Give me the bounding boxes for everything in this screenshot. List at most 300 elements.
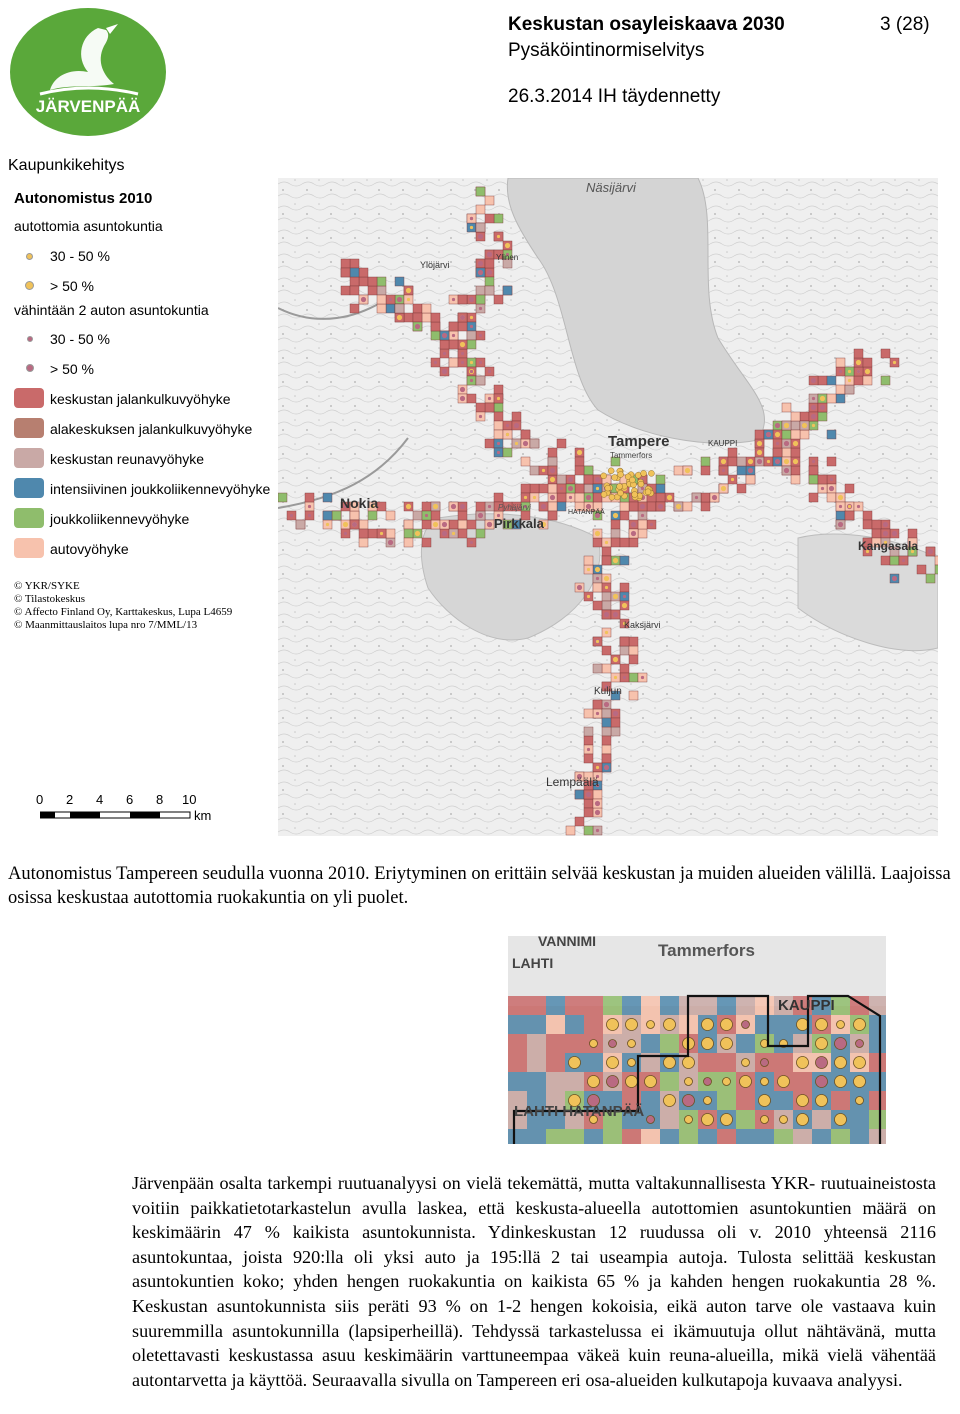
zone-cell <box>449 340 458 349</box>
zone-cell <box>467 331 476 340</box>
legend-carless-30-50: 30 - 50 % <box>50 248 110 264</box>
zone-cell <box>530 466 539 475</box>
zone-cell <box>827 493 836 502</box>
car-ownership-dot <box>645 489 651 495</box>
inset-zone-cell <box>527 996 546 1015</box>
inset-zone-cell <box>508 1034 527 1053</box>
zone-cell <box>584 727 593 736</box>
car-ownership-dot <box>848 379 851 382</box>
zone-cell <box>359 268 368 277</box>
inset-car-ownership-dot <box>702 1038 714 1050</box>
zone-cell <box>278 493 287 502</box>
inset-car-ownership-dot <box>628 1059 636 1067</box>
zone-cell <box>377 502 386 511</box>
zone-cell <box>485 403 494 412</box>
zone-cell <box>584 799 593 808</box>
zone-cell <box>593 493 602 502</box>
car-ownership-dot <box>613 612 618 617</box>
map-label-kuljun: Kuljun <box>594 686 622 697</box>
inset-car-ownership-dot <box>797 1057 809 1069</box>
inset-car-ownership-dot <box>628 1040 636 1048</box>
jarvenpaa-logo <box>10 6 166 136</box>
car-ownership-dot <box>479 307 482 310</box>
map-label-tammerfors: Tammerfors <box>610 451 653 460</box>
inset-car-ownership-dot <box>761 1078 769 1086</box>
legend-zone-label: intensiivinen joukkoliikennevyöhyke <box>50 481 271 497</box>
car-ownership-dot <box>848 505 851 508</box>
car-ownership-dot <box>641 676 644 679</box>
inset-zone-cell <box>812 1110 831 1129</box>
car-ownership-dot <box>595 477 600 482</box>
car-ownership-dot <box>595 567 600 572</box>
inset-car-ownership-dot <box>647 1021 655 1029</box>
zone-cell <box>755 430 764 439</box>
zone-cell <box>863 376 872 385</box>
inset-car-ownership-dot <box>856 1097 864 1105</box>
inset-zone-grid <box>508 996 886 1144</box>
department-label: Kaupunkikehitys <box>8 157 125 174</box>
zone-cell <box>431 331 440 340</box>
zone-cell <box>548 448 557 457</box>
scale-tick-label: 10 <box>182 792 197 807</box>
zone-cell <box>386 304 395 313</box>
zone-cell <box>494 214 503 223</box>
zone-cell <box>836 385 845 394</box>
car-ownership-dot <box>497 451 500 454</box>
zone-cell <box>449 520 458 529</box>
inset-car-ownership-dot <box>835 1076 847 1088</box>
scale-tick-label: 0 <box>36 792 44 807</box>
inset-car-ownership-dot <box>702 1114 714 1126</box>
car-ownership-dot <box>497 442 500 445</box>
car-ownership-dot <box>748 468 753 473</box>
car-ownership-dot <box>712 495 717 500</box>
inset-zone-cell <box>546 1015 565 1034</box>
zone-cell <box>494 493 503 502</box>
inset-zone-cell <box>641 1034 660 1053</box>
car-ownership-dot <box>748 459 753 464</box>
zone-cell <box>377 286 386 295</box>
inset-zone-cell <box>679 1129 698 1144</box>
inset-car-ownership-dot <box>607 1019 619 1031</box>
inset-zone-cell <box>831 1091 850 1110</box>
inset-zone-cell <box>603 1129 622 1144</box>
car-ownership-dot <box>605 586 608 589</box>
car-ownership-dot <box>883 522 888 527</box>
zone-cell <box>377 277 386 286</box>
inset-label-top: VANNIMI <box>538 936 597 949</box>
car-ownership-dot <box>731 478 734 481</box>
zone-cell <box>737 484 746 493</box>
zone-cell <box>791 475 800 484</box>
car-ownership-dot <box>892 576 897 581</box>
car-ownership-dot <box>928 549 933 554</box>
zone-cell <box>494 412 503 421</box>
zone-cell <box>521 484 530 493</box>
car-ownership-dot <box>784 441 789 446</box>
zone-cell <box>584 466 593 475</box>
inset-zone-cell <box>660 1110 679 1129</box>
inset-zone-cell <box>850 1129 869 1144</box>
inset-zone-cell <box>698 1053 717 1072</box>
scale-tick-label: 2 <box>66 792 74 807</box>
inset-zone-cell <box>736 1091 755 1110</box>
car-ownership-dot <box>722 469 725 472</box>
legend-zone-label: keskustan reunavyöhyke <box>50 451 205 467</box>
zone-cell <box>512 412 521 421</box>
car-ownership-dot <box>848 370 851 373</box>
zone-cell <box>458 511 467 520</box>
inset-car-ownership-dot <box>685 1078 693 1086</box>
car-ownership-dot <box>605 541 608 544</box>
inset-zone-cell <box>793 1034 812 1053</box>
zone-cell <box>413 304 422 313</box>
zone-cell <box>602 745 611 754</box>
inset-zone-cell <box>736 1034 755 1053</box>
car-ownership-dot <box>757 459 762 464</box>
legend-zone-label: joukkoliikennevyöhyke <box>50 511 190 527</box>
inset-zone-cell <box>584 1053 603 1072</box>
inset-zone-cell <box>793 1129 812 1144</box>
scale-tick-label: 6 <box>126 792 134 807</box>
zone-cell <box>458 295 467 304</box>
inset-zone-cell <box>546 1034 565 1053</box>
zone-cell <box>683 502 692 511</box>
car-ownership-dot <box>488 505 491 508</box>
credit-line: © YKR/SYKE <box>14 580 80 592</box>
inset-zone-cell <box>869 1034 886 1053</box>
inset-zone-cell <box>831 1129 850 1144</box>
inset-zone-cell <box>869 1072 886 1091</box>
inset-label-hatanpaa: LAHTI HATANPÄÄ <box>514 1103 645 1120</box>
zone-cell <box>881 349 890 358</box>
car-ownership-dot <box>479 415 482 418</box>
map-label-ylinen: Ylinen <box>496 253 519 262</box>
zone-cell <box>620 646 629 655</box>
inset-zone-cell <box>565 996 584 1015</box>
zone-cell <box>620 664 629 673</box>
inset-map <box>508 936 886 1144</box>
car-ownership-dot <box>604 765 609 770</box>
car-ownership-dot <box>820 405 825 410</box>
inset-car-ownership-dot <box>607 1076 619 1088</box>
car-ownership-dot <box>604 702 609 707</box>
zone-cell <box>584 556 593 565</box>
zone-cell <box>818 376 827 385</box>
zone-cell <box>521 457 530 466</box>
small-dot-icon <box>27 336 33 342</box>
zone-cell <box>368 511 377 520</box>
zone-cell <box>485 286 494 295</box>
car-ownership-dot <box>839 505 842 508</box>
zone-cell <box>521 430 530 439</box>
inset-car-ownership-dot <box>816 1019 828 1031</box>
car-ownership-dot <box>451 504 456 509</box>
inset-zone-cell <box>527 1015 546 1034</box>
car-ownership-dot <box>443 352 446 355</box>
zone-cell <box>701 502 710 511</box>
car-ownership-dot <box>608 468 614 474</box>
car-ownership-dot <box>893 361 896 364</box>
inset-car-ownership-dot <box>837 1021 845 1029</box>
zone-swatch-intensive-transit <box>14 478 44 498</box>
zone-cell <box>593 538 602 547</box>
zone-cell <box>476 295 485 304</box>
zone-cell <box>494 430 503 439</box>
zone-cell <box>602 646 611 655</box>
car-ownership-dot <box>577 450 582 455</box>
inset-zone-cell <box>527 1072 546 1091</box>
car-ownership-dot <box>596 766 599 769</box>
zone-cell <box>548 457 557 466</box>
car-ownership-dot <box>883 531 888 536</box>
zone-cell <box>476 205 485 214</box>
zone-cell <box>449 358 458 367</box>
zone-cell <box>350 259 359 268</box>
car-ownership-dot <box>442 531 447 536</box>
inset-car-ownership-dot <box>778 1076 790 1088</box>
inset-zone-cell <box>755 1129 774 1144</box>
zone-cell <box>377 295 386 304</box>
map-label-kauppi: KAUPPI <box>708 439 738 448</box>
car-ownership-dot <box>821 487 824 490</box>
zone-cell <box>467 340 476 349</box>
zone-cell <box>845 511 854 520</box>
inset-zone-cell <box>527 1053 546 1072</box>
inset-car-ownership-dot <box>721 1114 733 1126</box>
car-ownership-dot <box>596 577 599 580</box>
car-ownership-dot <box>865 369 870 374</box>
zone-cell <box>845 385 854 394</box>
inset-car-ownership-dot <box>702 1019 714 1031</box>
legend-title: Autonomistus 2010 <box>14 190 153 207</box>
inset-zone-cell <box>869 1015 886 1034</box>
car-ownership-dot <box>569 496 572 499</box>
zone-cell <box>584 709 593 718</box>
zone-cell <box>359 520 368 529</box>
inset-car-ownership-dot <box>740 1076 752 1088</box>
map-label-kaksjarvi: Kaksjärvi <box>624 620 661 630</box>
inset-car-ownership-dot <box>816 1057 828 1069</box>
map-label-pyhajarvi: Pyhäjärvi <box>498 503 531 512</box>
car-ownership-dot <box>618 472 624 478</box>
car-ownership-dot <box>568 486 573 491</box>
zone-cell <box>611 538 620 547</box>
legend-zone-label: alakeskuksen jalankulkuvyöhyke <box>50 421 253 437</box>
zone-cell <box>629 538 638 547</box>
zone-cell <box>827 376 836 385</box>
car-ownership-dot <box>470 541 473 544</box>
zone-cell <box>656 475 665 484</box>
zone-cell <box>818 412 827 421</box>
car-ownership-dot <box>550 477 555 482</box>
zone-cell <box>602 727 611 736</box>
legend-twocar-over-50: > 50 % <box>50 361 94 377</box>
car-ownership-dot <box>775 423 780 428</box>
zone-cell <box>584 484 593 493</box>
inset-zone-cell <box>774 1129 793 1144</box>
zone-cell <box>638 520 647 529</box>
zone-cell <box>467 520 476 529</box>
car-ownership-dot <box>609 494 615 500</box>
zone-cell <box>494 385 503 394</box>
zone-cell <box>575 817 584 826</box>
car-ownership-dot <box>587 568 590 571</box>
inset-zone-cell <box>698 1129 717 1144</box>
inset-zone-cell <box>717 1129 736 1144</box>
car-ownership-dot <box>604 612 609 617</box>
zone-cell <box>557 502 566 511</box>
zone-cell <box>782 403 791 412</box>
zone-cell <box>809 466 818 475</box>
car-ownership-dot <box>406 504 411 509</box>
car-ownership-dot <box>838 495 843 500</box>
car-ownership-dot <box>470 379 473 382</box>
credit-line: © Tilastokeskus <box>14 593 86 605</box>
zone-cell <box>629 655 638 664</box>
car-ownership-dot <box>658 504 663 509</box>
zone-cell <box>782 430 791 439</box>
car-ownership-dot <box>902 559 905 562</box>
car-ownership-dot <box>667 495 672 500</box>
legend-group-twocar: vähintään 2 auton asuntokuntia <box>14 302 209 318</box>
car-ownership-dot <box>550 495 555 500</box>
inset-car-ownership-dot <box>797 1095 809 1107</box>
car-ownership-dot <box>595 531 600 536</box>
car-ownership-dot <box>433 522 438 527</box>
car-ownership-dot <box>793 459 798 464</box>
zone-cell <box>881 556 890 565</box>
car-ownership-dot <box>775 459 780 464</box>
zone-cell <box>557 493 566 502</box>
zone-swatch-center-edge <box>14 448 44 468</box>
car-ownership-dot <box>641 487 644 490</box>
car-ownership-dot <box>586 495 591 500</box>
zone-cell <box>296 520 305 529</box>
inset-car-ownership-dot <box>835 1057 847 1069</box>
zone-cell <box>629 637 638 646</box>
zone-cell <box>935 565 938 574</box>
zone-cell <box>494 403 503 412</box>
zone-cell <box>332 511 341 520</box>
inset-zone-cell <box>869 1129 886 1144</box>
zone-cell <box>602 592 611 601</box>
inset-zone-cell <box>793 1072 812 1091</box>
zone-cell <box>530 439 539 448</box>
zone-cell <box>503 286 512 295</box>
document-subtitle: Pysäköintinormiselvitys <box>508 40 705 61</box>
car-ownership-dot <box>623 676 626 679</box>
zone-cell <box>845 484 854 493</box>
car-ownership-dot <box>830 478 833 481</box>
zone-cell <box>575 457 584 466</box>
car-ownership-dot <box>629 477 635 483</box>
zone-cell <box>890 556 899 565</box>
zone-cell <box>728 457 737 466</box>
zone-cell <box>638 529 647 538</box>
inset-zone-cell <box>508 1015 527 1034</box>
car-ownership-dot <box>560 487 563 490</box>
zone-cell <box>593 601 602 610</box>
zone-cell <box>476 376 485 385</box>
zone-cell <box>566 826 575 835</box>
car-ownership-dot <box>838 522 843 527</box>
zone-cell <box>350 304 359 313</box>
car-ownership-dot <box>587 595 590 598</box>
zone-cell <box>863 520 872 529</box>
zone-cell <box>404 520 413 529</box>
zone-cell <box>809 475 818 484</box>
zone-cell <box>701 466 710 475</box>
car-ownership-dot <box>388 540 393 545</box>
main-map <box>278 178 938 836</box>
car-ownership-dot <box>695 496 698 499</box>
zone-cell <box>917 565 926 574</box>
map-credits <box>14 580 232 632</box>
inset-zone-cell <box>869 996 886 1015</box>
car-ownership-dot <box>811 378 816 383</box>
zone-cell <box>872 520 881 529</box>
zone-cell <box>836 511 845 520</box>
zone-cell <box>602 556 611 565</box>
credit-line: © Affecto Finland Oy, Karttakeskus, Lupa L4659 <box>14 606 233 618</box>
car-ownership-dot <box>344 532 347 535</box>
car-ownership-dot <box>515 442 518 445</box>
zone-cell <box>350 268 359 277</box>
inset-car-ownership-dot <box>609 1040 617 1048</box>
car-ownership-dot <box>497 397 500 400</box>
zone-cell <box>476 502 485 511</box>
scale-bar <box>36 792 216 832</box>
inset-car-ownership-dot <box>664 1095 676 1107</box>
map-label-lempaala: Lempäälä <box>546 775 599 789</box>
car-ownership-dot <box>767 460 770 463</box>
inset-car-ownership-dot <box>761 1059 769 1067</box>
inset-car-ownership-dot <box>816 1038 828 1050</box>
car-ownership-dot <box>487 252 492 257</box>
car-ownership-dot <box>442 522 447 527</box>
inset-zone-cell <box>869 1091 886 1110</box>
inset-car-ownership-dot <box>854 1076 866 1088</box>
zone-cell <box>368 286 377 295</box>
zone-cell <box>575 790 584 799</box>
car-ownership-dot <box>793 441 798 446</box>
car-ownership-dot <box>452 298 455 301</box>
medium-dot-icon <box>25 281 34 290</box>
zone-cell <box>431 511 440 520</box>
car-ownership-dot <box>721 486 726 491</box>
zone-cell <box>656 493 665 502</box>
car-ownership-dot <box>514 423 519 428</box>
map-label-pirkkala: Pirkkala <box>494 516 544 531</box>
car-ownership-dot <box>650 523 653 526</box>
inset-zone-cell <box>508 1072 527 1091</box>
car-ownership-dot <box>612 474 618 480</box>
car-ownership-dot <box>776 442 779 445</box>
legend-carless-over-50: > 50 % <box>50 278 94 294</box>
car-ownership-dot <box>857 370 860 373</box>
car-ownership-dot <box>442 369 447 374</box>
zone-cell <box>746 475 755 484</box>
car-ownership-dot <box>460 504 465 509</box>
zone-cell <box>323 493 332 502</box>
zone-cell <box>593 790 602 799</box>
inset-car-ownership-dot <box>664 1019 676 1031</box>
car-ownership-dot <box>622 603 627 608</box>
inset-zone-cell <box>774 1015 793 1034</box>
zone-swatch-car <box>14 538 44 558</box>
zone-cell <box>620 637 629 646</box>
